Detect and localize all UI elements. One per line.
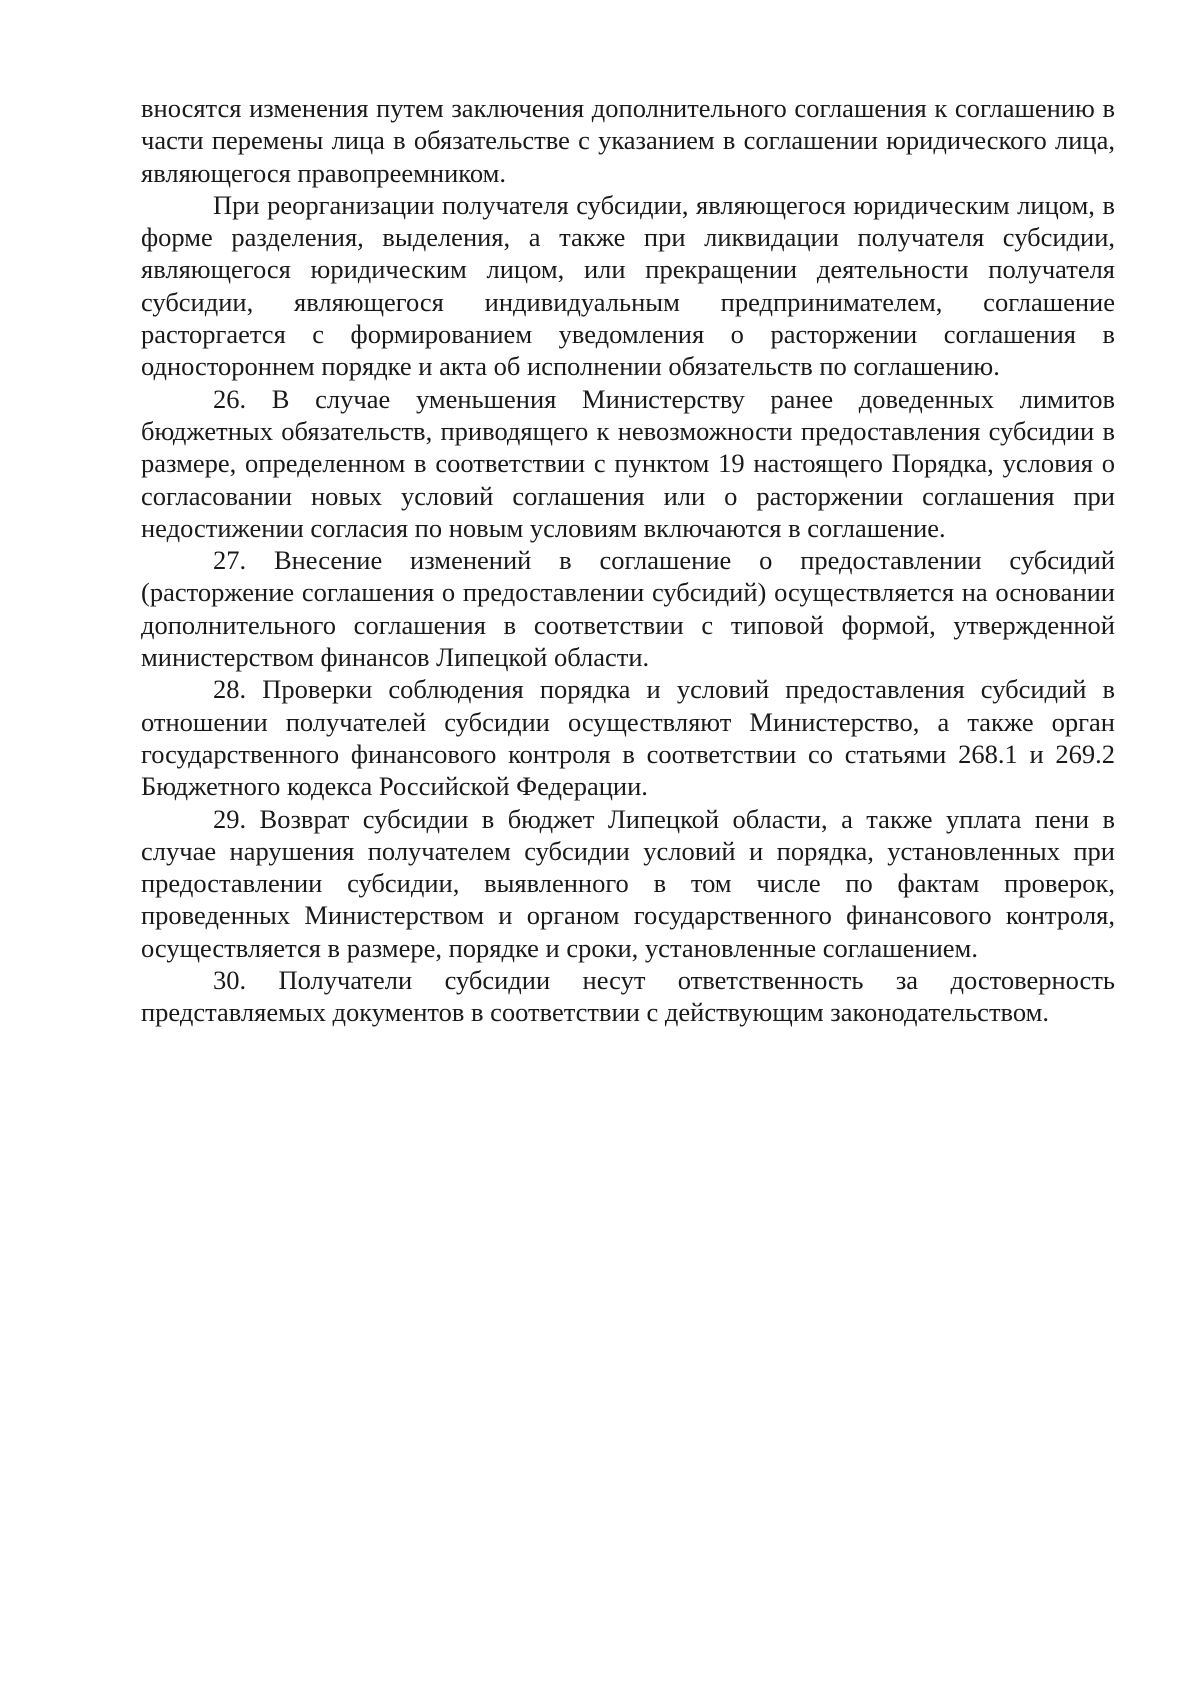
paragraph-continuation: вносятся изменения путем заключения дополнительного соглашения к соглашению в части перемены лица в обязательстве с указанием в соглашении юридического лица, являющегося правопреемником. [141,93,1115,188]
paragraph-26: 26. В случае уменьшения Министерству ранее доведенных лимитов бюджетных обязательств, приводящего к невозможности предоставления субсидии в размере, определенном в соответствии с пунктом 19 настоящего Порядка, условия о согласовании новых условий соглашения или о расторжении соглашения при недостижении согласия по новым условиям включаются в соглашение. [141,383,1115,543]
paragraph-28: 28. Проверки соблюдения порядка и условий предоставления субсидий в отношении получателей субсидии осуществляют Министерство, а также орган государственного финансового контроля в соответствии со статьями 268.1 и 269.2 Бюджетного кодекса Российской Федерации. [141,674,1115,802]
paragraph-27: 27. Внесение изменений в соглашение о предоставлении субсидий (расторжение соглашения о предоставлении субсидий) осуществляется на основании дополнительного соглашения в соответствии с типовой формой, утвержденной министерством финансов Липецкой области. [141,545,1115,673]
paragraph-reorganization: При реорганизации получателя субсидии, являющегося юридическим лицом, в форме разделения, выделения, а также при ликвидации получателя субсидии, являющегося юридическим лицом, или прекращении деятельности получателя субсидии, являющегося индивидуальным предпринимателем, соглашение расторгается с формированием уведомления о расторжении соглашения в одностороннем порядке и акта об исполнении обязательств по соглашению. [141,189,1115,382]
paragraph-29: 29. Возврат субсидии в бюджет Липецкой области, а также уплата пени в случае нарушения получателем субсидии условий и порядка, установленных при предоставлении субсидии, выявленного в том числе по фактам проверок, проведенных Министерством и органом государственного финансового контроля, осуществляется в размере, порядке и сроки, установленные соглашением. [141,803,1115,963]
paragraph-30: 30. Получатели субсидии несут ответственность за достоверность представляемых документов в соответствии с действующим законодательством. [141,965,1115,1028]
document-body [141,92,1115,1029]
